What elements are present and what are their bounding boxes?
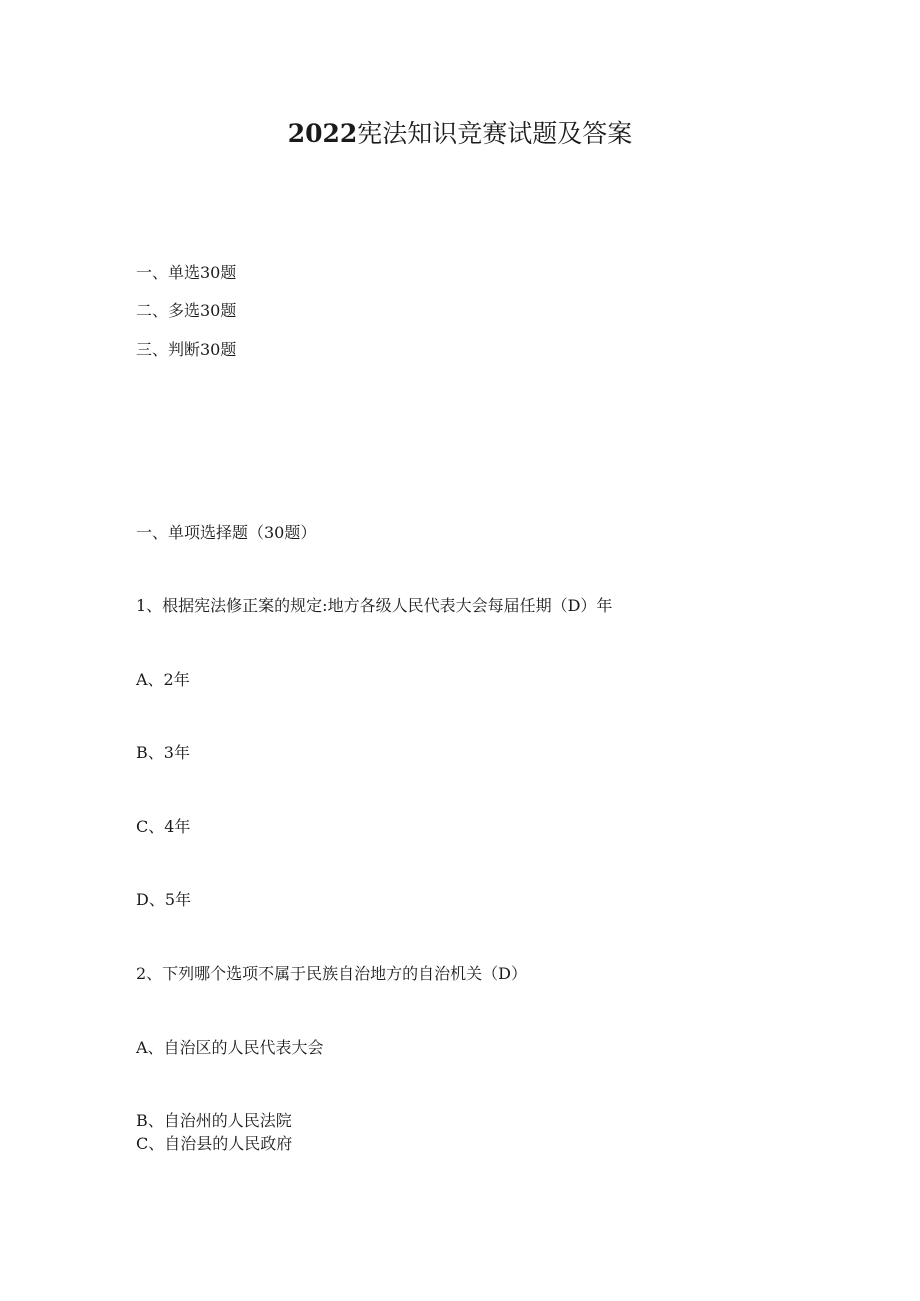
question-1-option-d: D、5年: [136, 890, 192, 909]
question-2: 2、下列哪个选项不属于民族自治地方的自治机关（D）: [136, 964, 528, 983]
question-2-option-a: A、自治区的人民代表大会: [136, 1038, 324, 1057]
question-1-option-c: C、4年: [136, 817, 191, 836]
title-text: 宪法知识竞赛试题及答案: [357, 119, 633, 148]
question-2-option-c: C、自治县的人民政府: [136, 1134, 293, 1153]
title-year: 2022: [287, 119, 358, 148]
toc-item-true-false: 三、判断30题: [136, 340, 237, 359]
section-heading: 一、单项选择题（30题）: [136, 523, 317, 542]
document-title: [0, 116, 920, 152]
toc-item-multiple-choice: 二、多选30题: [136, 301, 237, 320]
question-1-option-b: B、3年: [136, 743, 190, 762]
question-2-option-b: B、自治州的人民法院: [136, 1111, 292, 1130]
question-1-option-a: A、2年: [136, 670, 190, 689]
toc-item-single-choice: 一、单选30题: [136, 263, 237, 282]
question-1: 1、根据宪法修正案的规定:地方各级人民代表大会每届任期（D）年: [136, 596, 613, 615]
